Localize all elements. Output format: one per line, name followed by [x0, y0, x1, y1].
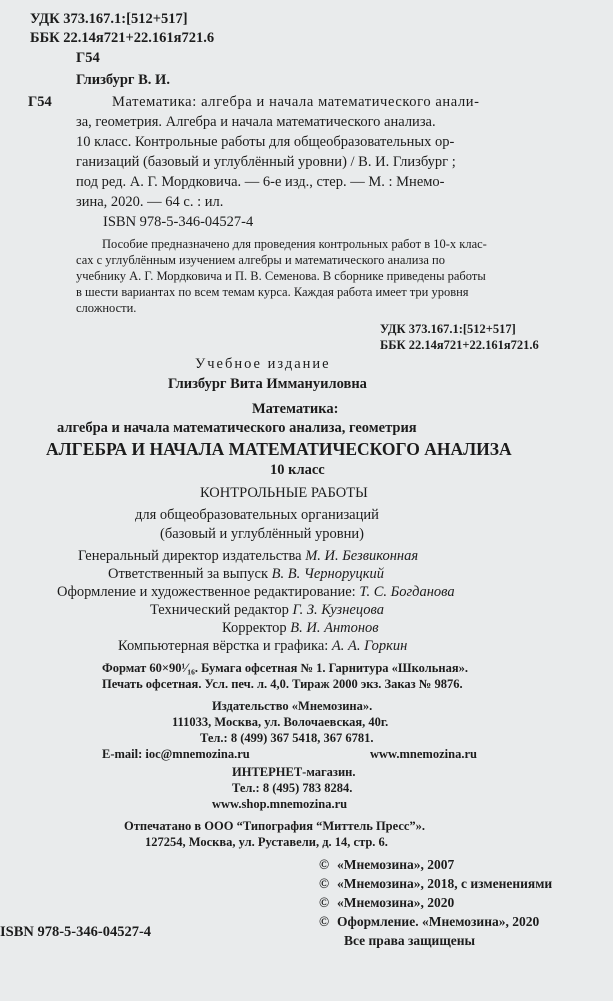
- author-full-name: Глизбург Вита Иммануиловна: [168, 376, 367, 392]
- bbk-code: ББК 22.14я721+22.161я721.6: [30, 30, 215, 46]
- publisher-website: www.mnemozina.ru: [370, 747, 477, 761]
- audience-line: для общеобразовательных организаций: [135, 507, 379, 523]
- catalog-index: Г54: [76, 50, 100, 66]
- audience-line: (базовый и углублённый уровни): [160, 526, 364, 542]
- annotation-line: сложности.: [76, 301, 137, 315]
- format-line: Формат 60×90¹⁄₁₆. Бумага офсетная № 1. Гарнитура «Школьная».: [102, 661, 468, 675]
- publisher-email: E-mail: ioc@mnemozina.ru: [102, 747, 250, 761]
- credit-line: Технический редактор Г. З. Кузнецова: [150, 602, 384, 618]
- printer-line: 127254, Москва, ул. Руставели, д. 14, стр. 6.: [145, 835, 388, 849]
- publisher-phone: Тел.: 8 (499) 367 5418, 367 6781.: [200, 731, 374, 745]
- catalog-index-left: Г54: [28, 94, 52, 110]
- bib-line: зина, 2020. — 64 с. : ил.: [76, 194, 224, 210]
- shop-title: ИНТЕРНЕТ-магазин.: [232, 765, 356, 779]
- bib-line: 10 класс. Контрольные работы для общеобразовательных ор-: [76, 134, 455, 150]
- credit-line: Ответственный за выпуск В. В. Черноруцкий: [108, 566, 385, 582]
- format-line: Печать офсетная. Усл. печ. л. 4,0. Тираж 2000 экз. Заказ № 9876.: [102, 677, 463, 691]
- grade: 10 класс: [270, 462, 325, 478]
- footer-isbn: ISBN 978-5-346-04527-4: [0, 924, 152, 940]
- bbk-code-repeat: ББК 22.14я721+22.161я721.6: [380, 338, 539, 352]
- credit-line: Корректор В. И. Антонов: [222, 620, 379, 636]
- isbn: ISBN 978-5-346-04527-4: [103, 214, 254, 230]
- bib-line: под ред. А. Г. Мордковича. — 6-е изд., стер. — М. : Мнемо-: [76, 174, 445, 190]
- main-title: АЛГЕБРА И НАЧАЛА МАТЕМАТИЧЕСКОГО АНАЛИЗА: [46, 439, 512, 459]
- copyright-line: © «Мнемозина», 2007: [319, 857, 455, 872]
- bib-line: Математика: алгебра и начала математического анали-: [112, 94, 480, 110]
- bib-line: за, геометрия. Алгебра и начала математического анализа.: [76, 114, 436, 130]
- copyright-line: © Оформление. «Мнемозина», 2020: [319, 914, 540, 929]
- credit-line: Генеральный директор издательства М. И. Безвиконная: [78, 548, 419, 564]
- annotation-line: сах с углублённым изучением алгебры и математического анализа по: [76, 253, 445, 267]
- annotation-line: учебнику А. Г. Мордковича и П. В. Семенова. В сборнике приведены работы: [76, 269, 486, 283]
- udk-code: УДК 373.167.1:[512+517]: [30, 11, 188, 27]
- subtitle: алгебра и начала математического анализа, геометрия: [57, 420, 417, 436]
- rights-reserved: Все права защищены: [344, 933, 476, 948]
- bib-line: ганизаций (базовый и углублённый уровни) / В. И. Глизбург ;: [76, 154, 456, 170]
- author-heading: Глизбург В. И.: [76, 72, 170, 88]
- publisher-name: Издательство «Мнемозина».: [212, 699, 373, 713]
- udk-code-repeat: УДК 373.167.1:[512+517]: [380, 322, 516, 336]
- credit-line: Оформление и художественное редактирование: Т. С. Богданова: [57, 584, 455, 600]
- kind: КОНТРОЛЬНЫЕ РАБОТЫ: [200, 485, 368, 501]
- copyright-line: © «Мнемозина», 2020: [319, 895, 455, 910]
- publisher-address: 111033, Москва, ул. Волочаевская, 40г.: [172, 715, 389, 729]
- edition-type: Учебное издание: [195, 356, 331, 372]
- annotation-line: в шести вариантах по всем темам курса. Каждая работа имеет три уровня: [76, 285, 469, 299]
- annotation-line: Пособие предназначено для проведения контрольных работ в 10-х клас-: [102, 237, 487, 251]
- copyright-line: © «Мнемозина», 2018, с изменениями: [319, 876, 553, 891]
- shop-website: www.shop.mnemozina.ru: [212, 797, 348, 811]
- credit-line: Компьютерная вёрстка и графика: А. А. Горкин: [118, 638, 408, 654]
- shop-phone: Тел.: 8 (495) 783 8284.: [232, 781, 353, 795]
- subject-title: Математика:: [252, 401, 339, 417]
- printer-line: Отпечатано в ООО “Типография “Миттель Пресс”».: [124, 819, 426, 833]
